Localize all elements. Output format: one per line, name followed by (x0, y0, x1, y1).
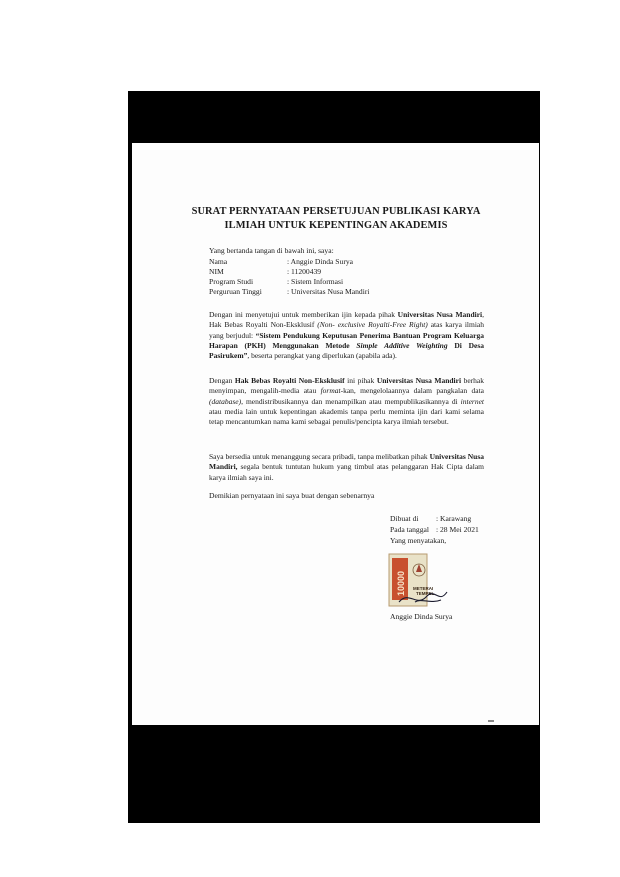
declarant-label: Yang menyatakan, (390, 536, 447, 545)
identity-value: : Anggie Dinda Surya (287, 257, 354, 266)
revenue-stamp (387, 552, 459, 610)
identity-row-name (209, 257, 353, 267)
identity-value: : Sistem Informasi (287, 277, 344, 286)
paragraph-liability: Saya bersedia untuk menanggung secara pribadi, tanpa melibatkan pihak Universitas Nusa Mandiri, segala bentuk tuntutan hukum yang timbul atas pelanggaran Hak Cipta dalam karya ilmiah saya ini. (209, 452, 484, 482)
signature-place (390, 514, 471, 524)
identity-row-university (209, 287, 369, 297)
title-line-2: ILMIAH UNTUK KEPENTINGAN AKADEMIS (224, 220, 448, 231)
signer-name: Anggie Dinda Surya (390, 612, 453, 621)
closing-statement: Demikian pernyataan ini saya buat dengan sebenarnya (209, 491, 375, 500)
identity-row-program (209, 277, 343, 287)
stamp-amount: 10000 (396, 570, 406, 596)
date-value: : 28 Mei 2021 (436, 525, 479, 534)
stamp-label-2: TEMPEL (416, 591, 435, 596)
identity-label: Nama (209, 257, 228, 266)
paper-mark (488, 720, 494, 722)
identity-row-nim (209, 267, 321, 277)
place-value: : Karawang (436, 514, 472, 523)
title-line-1: SURAT PERNYATAAN PERSETUJUAN PUBLIKASI KARYA (191, 206, 481, 217)
place-label: Dibuat di (390, 514, 419, 523)
identity-value: : Universitas Nusa Mandiri (287, 287, 370, 296)
identity-label: Program Studi (209, 277, 254, 286)
identity-label: NIM (209, 267, 224, 276)
intro-text: Yang bertanda tangan di bawah ini, saya: (209, 246, 334, 255)
document-title (140, 205, 532, 233)
stamp-label: METERAI (413, 586, 434, 591)
date-label: Pada tanggal (390, 525, 430, 534)
paragraph-rights: Dengan Hak Bebas Royalti Non-Eksklusif ini pihak Universitas Nusa Mandiri berhak menyimpan, mengalih-media atau format-kan, mengelolaannya dalam pangkalan data (database), mendistribusikannya dan menampilkan atau mempublikasikannya di internet atau media lain untuk kepentingan akademis tanpa perlu meminta ijin dari kami selama tetap mencantumkan nama kami sebagai penulis/pencipta karya ilmiah tersebut. (209, 376, 485, 427)
identity-label: Perguruan Tinggi (209, 287, 262, 296)
signature-date (390, 525, 479, 535)
identity-value: : 11200439 (287, 267, 322, 276)
paragraph-consent: Dengan ini menyetujui untuk memberikan ijin kepada pihak Universitas Nusa Mandiri, Hak Bebas Royalti Non-Eksklusif (Non- exclusive Royalti-Free Right) atas karya ilmiah yang berjudul: “Sistem Pendukung Keputusan Penerima Bantuan Program Keluarga Harapan (PKH) Menggunakan Metode Simple Additive Weighting Di Desa Pasirukem”, beserta perangkat yang diperlukan (apabila ada). (209, 310, 485, 361)
